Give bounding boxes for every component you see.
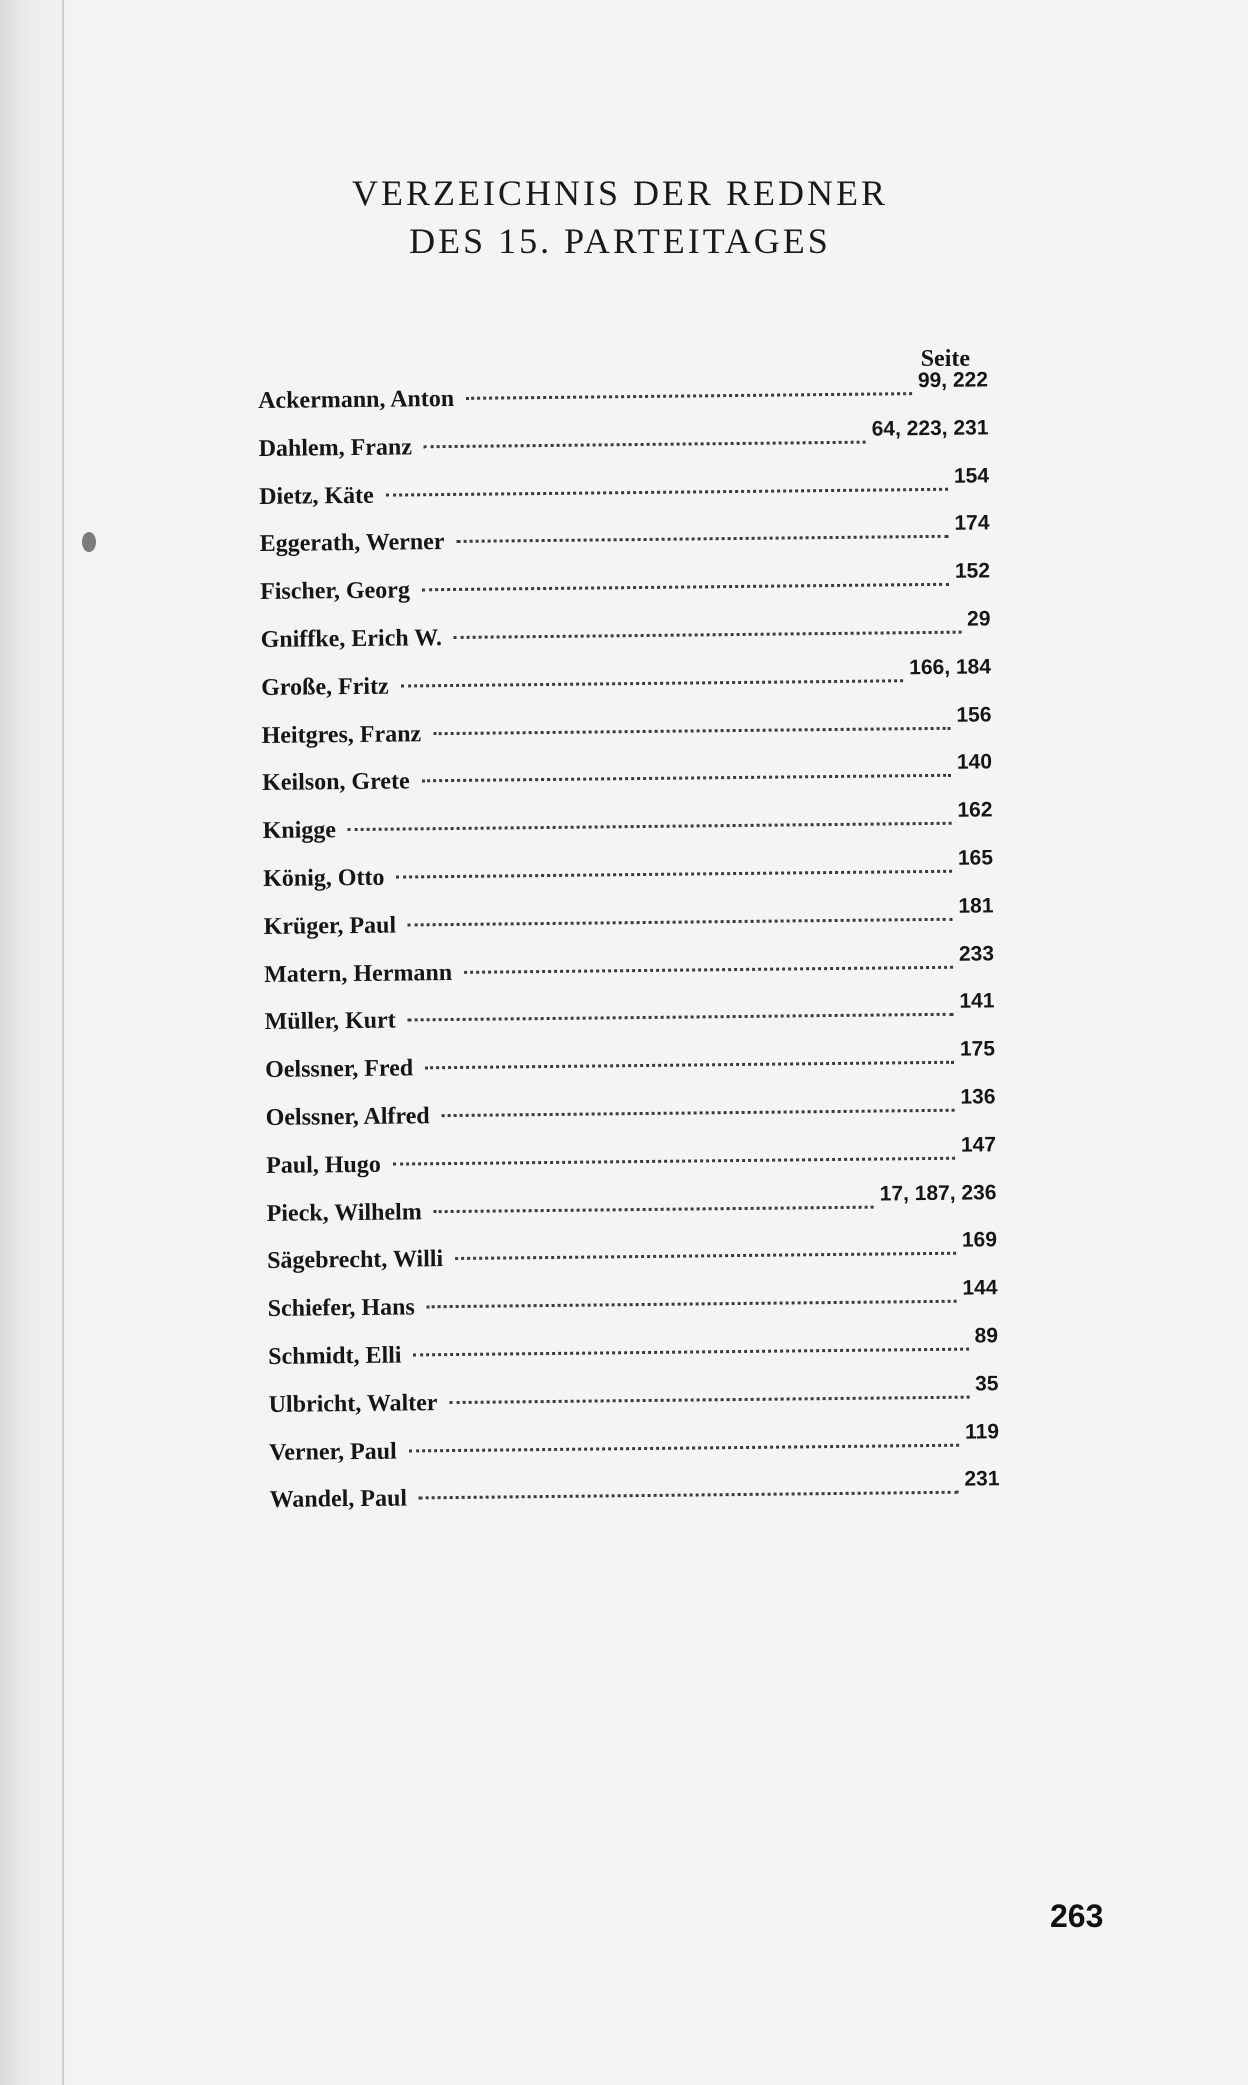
dot-leader — [393, 1156, 955, 1165]
dot-leader — [409, 1443, 960, 1452]
dot-leader — [442, 1109, 955, 1117]
dot-leader — [413, 1348, 968, 1357]
index-title: VERZEICHNIS DER REDNER — [352, 173, 888, 213]
page-references: 140 — [956, 750, 993, 775]
dot-leader — [456, 535, 948, 543]
dot-leader — [422, 774, 951, 783]
dot-leader — [424, 440, 866, 448]
speaker-name: Verner, Paul — [269, 1438, 397, 1466]
index-entry — [262, 798, 993, 866]
speaker-name: Oelssner, Alfred — [265, 1103, 430, 1131]
dot-leader — [386, 487, 948, 496]
page-references: 147 — [960, 1133, 997, 1157]
speaker-name: Oelssner, Fred — [265, 1055, 414, 1084]
index-entry — [261, 655, 992, 722]
page-number: 263 — [1050, 1898, 1104, 1934]
page-references: 174 — [954, 511, 990, 536]
speaker-name: Pieck, Wilhelm — [266, 1198, 422, 1227]
page-references: 169 — [961, 1228, 998, 1253]
speaker-name: Krüger, Paul — [263, 912, 397, 940]
speaker-name: Eggerath, Werner — [259, 529, 445, 558]
index-entry — [260, 607, 991, 674]
dot-leader — [419, 1491, 959, 1500]
speaker-name: Sägebrecht, Willi — [267, 1246, 444, 1275]
page-references: 162 — [957, 798, 993, 822]
speaker-name: Schmidt, Elli — [268, 1342, 402, 1370]
page-references: 154 — [953, 463, 990, 488]
index-entry — [259, 463, 990, 531]
speaker-name: Schiefer, Hans — [267, 1294, 415, 1323]
page-references: 231 — [964, 1467, 1000, 1491]
index-entry — [266, 1180, 997, 1248]
page-references: 144 — [962, 1276, 998, 1300]
dot-leader — [401, 679, 904, 687]
dot-leader — [408, 1013, 954, 1022]
dot-leader — [464, 965, 953, 973]
speaker-name: Heitgres, Franz — [261, 720, 422, 749]
page-references: 233 — [958, 941, 995, 966]
speaker-name: Gniffke, Erich W. — [260, 625, 443, 653]
page-references: 181 — [958, 894, 994, 918]
speaker-name: König, Otto — [263, 864, 385, 892]
index-entry — [268, 1372, 999, 1439]
dot-leader — [427, 1300, 957, 1309]
index-subtitle: DES 15. PARTEITAGES — [409, 221, 831, 261]
index-entry — [262, 750, 993, 818]
dot-leader — [455, 1252, 956, 1260]
dot-leader — [466, 392, 912, 400]
page-references: 141 — [959, 989, 995, 1014]
page-references: 35 — [974, 1372, 999, 1396]
speaker-name: Ulbricht, Walter — [268, 1389, 438, 1418]
page-references: 152 — [954, 559, 991, 583]
dot-leader — [433, 726, 950, 734]
index-entry — [264, 989, 995, 1057]
index-entry — [263, 846, 994, 913]
speaker-name: Wandel, Paul — [269, 1485, 408, 1514]
speaker-name: Dahlem, Franz — [258, 434, 413, 462]
speaker-name: Dietz, Käte — [259, 482, 374, 510]
speaker-name: Paul, Hugo — [266, 1151, 381, 1179]
binding-edge — [62, 0, 64, 2085]
dot-leader — [449, 1395, 969, 1403]
page-references: 29 — [966, 607, 991, 631]
speaker-name: Müller, Kurt — [264, 1007, 396, 1036]
speaker-name: Große, Fritz — [261, 673, 389, 701]
speaker-name: Fischer, Georg — [260, 577, 411, 606]
page-column-header: Seite — [920, 346, 970, 372]
dot-leader — [422, 583, 949, 592]
dot-leader — [396, 870, 952, 879]
page-references: 89 — [974, 1324, 999, 1348]
index-entry — [261, 702, 992, 770]
index-entry — [265, 1085, 996, 1152]
dot-leader — [348, 822, 952, 831]
index-entry — [269, 1419, 1000, 1487]
dot-leader — [454, 631, 961, 639]
index-entry — [263, 894, 994, 961]
page-references: 99, 222 — [917, 368, 989, 393]
index-entry — [264, 941, 995, 1009]
scan-speck — [82, 532, 96, 552]
index-entry — [265, 1037, 996, 1104]
index-entry — [260, 559, 991, 627]
index-entry — [269, 1467, 1000, 1535]
page-references: 165 — [957, 846, 994, 870]
index-entry — [267, 1228, 998, 1296]
speaker-name: Matern, Hermann — [264, 959, 453, 988]
speaker-name: Keilson, Grete — [262, 768, 410, 797]
page-references: 175 — [959, 1037, 996, 1061]
page-references: 166, 184 — [909, 655, 992, 679]
page-references: 64, 223, 231 — [871, 416, 989, 441]
page-references: 156 — [956, 702, 992, 727]
index-entry — [259, 511, 990, 579]
index-entry — [267, 1276, 998, 1343]
page-references: 119 — [964, 1419, 1000, 1444]
dot-leader — [408, 918, 953, 927]
page-references: 136 — [960, 1085, 996, 1109]
dot-leader — [425, 1061, 954, 1070]
speaker-name: Knigge — [262, 817, 337, 845]
page-references: 17, 187, 236 — [879, 1180, 997, 1206]
index-entry — [258, 416, 989, 483]
speaker-name: Ackermann, Anton — [258, 385, 455, 414]
speaker-index-list — [258, 368, 1000, 1535]
index-entry — [268, 1324, 999, 1391]
dot-leader — [434, 1205, 874, 1213]
